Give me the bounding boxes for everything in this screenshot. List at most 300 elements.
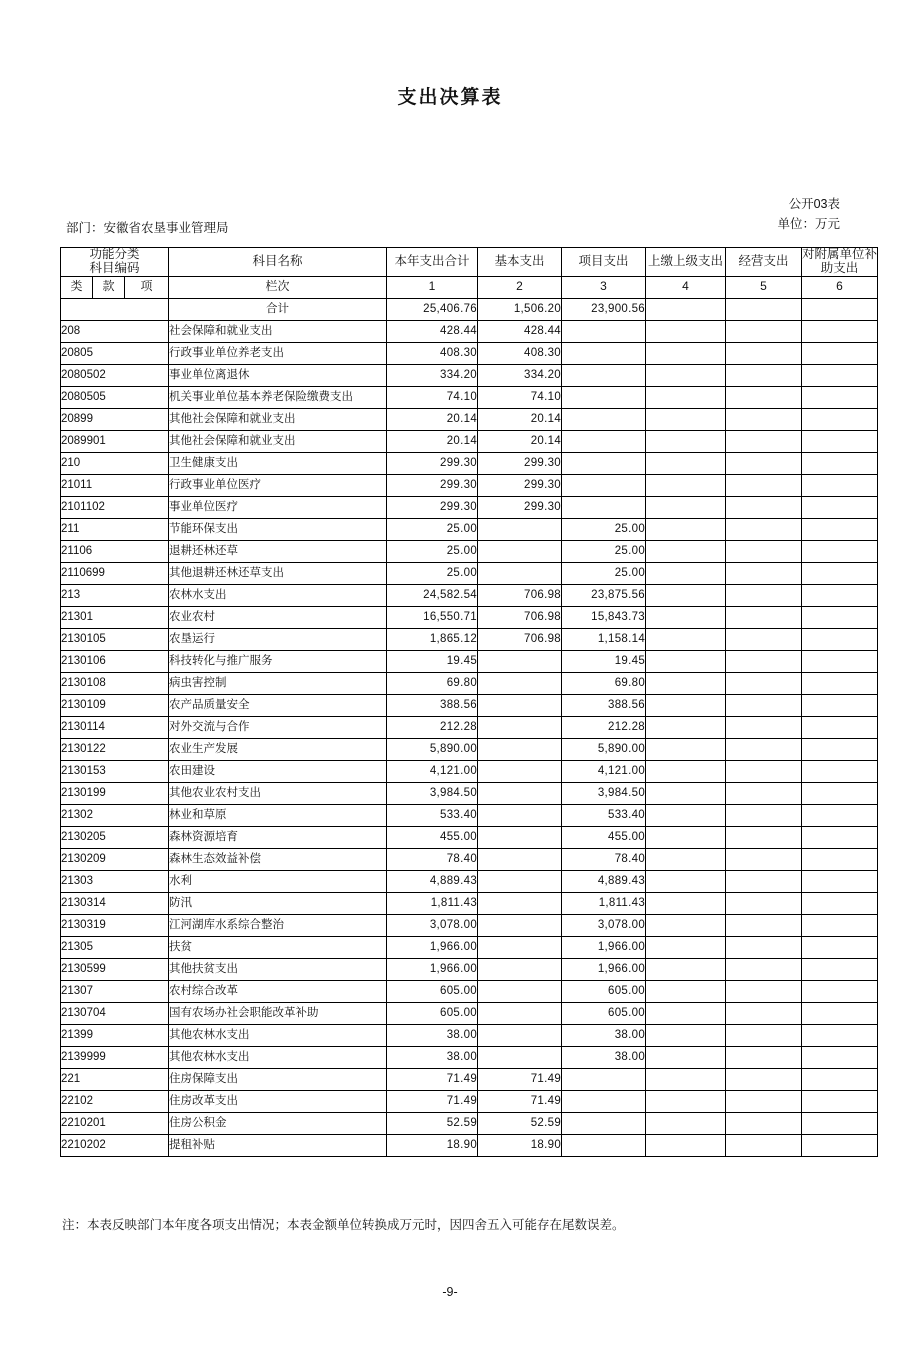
row-project: 15,843.73 <box>562 606 646 628</box>
total-row-project: 23,900.56 <box>562 298 646 320</box>
header-total: 本年支出合计 <box>387 248 478 277</box>
row-total: 388.56 <box>387 694 478 716</box>
table-header-row <box>61 248 878 277</box>
row-basic: 334.20 <box>478 364 562 386</box>
header-code-line1: 功能分类 <box>89 247 140 261</box>
row-total: 25.00 <box>387 562 478 584</box>
row-code: 2130205 <box>61 826 169 848</box>
row-basic <box>478 672 562 694</box>
row-subject-name: 行政事业单位养老支出 <box>169 342 387 364</box>
row-basic <box>478 892 562 914</box>
row-project: 25.00 <box>562 518 646 540</box>
row-subject-name: 江河湖库水系综合整治 <box>169 914 387 936</box>
row-code: 22102 <box>61 1090 169 1112</box>
row-subject-name: 森林生态效益补偿 <box>169 848 387 870</box>
row-subsidy <box>802 364 878 386</box>
row-basic <box>478 936 562 958</box>
row-total: 52.59 <box>387 1112 478 1134</box>
row-subsidy <box>802 892 878 914</box>
subheader-n1: 1 <box>387 276 478 298</box>
row-upper <box>646 430 726 452</box>
header-code-line2: 科目编码 <box>89 260 140 275</box>
row-subsidy <box>802 628 878 650</box>
row-project: 5,890.00 <box>562 738 646 760</box>
row-subsidy <box>802 496 878 518</box>
row-total: 299.30 <box>387 452 478 474</box>
row-project: 19.45 <box>562 650 646 672</box>
row-upper <box>646 452 726 474</box>
row-basic <box>478 1002 562 1024</box>
total-row-upper <box>646 298 726 320</box>
table-note: 注：本表反映部门本年度各项支出情况；本表金额单位转换成万元时，因四舍五入可能存在尾数误差。 <box>62 1218 625 1232</box>
page-footer: -9- <box>442 1285 458 1299</box>
row-basic <box>478 870 562 892</box>
row-total: 4,121.00 <box>387 760 478 782</box>
row-project: 605.00 <box>562 980 646 1002</box>
row-subsidy <box>802 650 878 672</box>
table-row <box>61 1134 878 1156</box>
row-project <box>562 408 646 430</box>
row-subsidy <box>802 606 878 628</box>
table-row <box>61 936 878 958</box>
subheader-xiang: 项 <box>125 276 169 298</box>
row-business <box>726 716 802 738</box>
table-row <box>61 760 878 782</box>
row-total: 78.40 <box>387 848 478 870</box>
row-subject-name: 扶贫 <box>169 936 387 958</box>
total-row-basic: 1,506.20 <box>478 298 562 320</box>
subheader-n5: 5 <box>726 276 802 298</box>
row-basic: 71.49 <box>478 1090 562 1112</box>
row-upper <box>646 1112 726 1134</box>
row-upper <box>646 386 726 408</box>
row-code: 21307 <box>61 980 169 1002</box>
row-business <box>726 606 802 628</box>
row-subject-name: 事业单位离退休 <box>169 364 387 386</box>
row-subsidy <box>802 584 878 606</box>
department-label: 部门：安徽省农垦事业管理局 <box>66 221 229 235</box>
row-subsidy <box>802 386 878 408</box>
row-upper <box>646 848 726 870</box>
row-code: 20805 <box>61 342 169 364</box>
row-business <box>726 936 802 958</box>
row-upper <box>646 914 726 936</box>
row-business <box>726 1024 802 1046</box>
row-total: 299.30 <box>387 496 478 518</box>
row-upper <box>646 694 726 716</box>
row-subsidy <box>802 826 878 848</box>
row-upper <box>646 936 726 958</box>
row-upper <box>646 1134 726 1156</box>
row-project <box>562 1134 646 1156</box>
row-total: 1,966.00 <box>387 936 478 958</box>
row-subsidy <box>802 1090 878 1112</box>
row-upper <box>646 364 726 386</box>
row-business <box>726 980 802 1002</box>
row-total: 1,865.12 <box>387 628 478 650</box>
row-subject-name: 事业单位医疗 <box>169 496 387 518</box>
row-business <box>726 1046 802 1068</box>
row-total: 74.10 <box>387 386 478 408</box>
table-total-row <box>61 298 878 320</box>
row-subsidy <box>802 1046 878 1068</box>
row-project <box>562 364 646 386</box>
row-subject-name: 其他退耕还林还草支出 <box>169 562 387 584</box>
row-project: 455.00 <box>562 826 646 848</box>
row-subject-name: 农林水支出 <box>169 584 387 606</box>
row-subsidy <box>802 1134 878 1156</box>
row-basic <box>478 980 562 1002</box>
row-subject-name: 森林资源培育 <box>169 826 387 848</box>
row-upper <box>646 1024 726 1046</box>
row-basic: 52.59 <box>478 1112 562 1134</box>
row-subject-name: 林业和草原 <box>169 804 387 826</box>
expenditure-table <box>60 247 878 1157</box>
row-total: 4,889.43 <box>387 870 478 892</box>
subheader-lei: 类 <box>61 276 93 298</box>
row-upper <box>646 980 726 1002</box>
table-row <box>61 1002 878 1024</box>
row-subject-name: 提租补贴 <box>169 1134 387 1156</box>
row-code: 2130105 <box>61 628 169 650</box>
table-row <box>61 914 878 936</box>
header-project: 项目支出 <box>562 248 646 277</box>
row-business <box>726 496 802 518</box>
row-subject-name: 水利 <box>169 870 387 892</box>
row-project: 1,966.00 <box>562 958 646 980</box>
row-upper <box>646 958 726 980</box>
row-project: 4,889.43 <box>562 870 646 892</box>
row-subject-name: 退耕还林还草 <box>169 540 387 562</box>
row-subject-name: 农业农村 <box>169 606 387 628</box>
table-row <box>61 606 878 628</box>
row-subsidy <box>802 870 878 892</box>
row-upper <box>646 1068 726 1090</box>
row-subsidy <box>802 694 878 716</box>
row-code: 2101102 <box>61 496 169 518</box>
row-project <box>562 1112 646 1134</box>
header-subsidy-line2: 助支出 <box>820 260 859 275</box>
table-row <box>61 342 878 364</box>
table-row <box>61 738 878 760</box>
row-total: 19.45 <box>387 650 478 672</box>
subheader-n2: 2 <box>478 276 562 298</box>
row-total: 605.00 <box>387 1002 478 1024</box>
row-total: 1,811.43 <box>387 892 478 914</box>
row-project: 1,966.00 <box>562 936 646 958</box>
table-row <box>61 892 878 914</box>
row-basic: 20.14 <box>478 408 562 430</box>
header-code-col <box>61 248 169 277</box>
row-basic <box>478 1046 562 1068</box>
row-basic <box>478 738 562 760</box>
row-business <box>726 672 802 694</box>
row-subsidy <box>802 518 878 540</box>
row-subsidy <box>802 474 878 496</box>
row-subsidy <box>802 980 878 1002</box>
row-subsidy <box>802 540 878 562</box>
row-total: 71.49 <box>387 1090 478 1112</box>
row-code: 2130106 <box>61 650 169 672</box>
row-subject-name: 对外交流与合作 <box>169 716 387 738</box>
row-subject-name: 其他农业农村支出 <box>169 782 387 804</box>
row-business <box>726 364 802 386</box>
row-subsidy <box>802 782 878 804</box>
row-total: 212.28 <box>387 716 478 738</box>
row-code: 2130114 <box>61 716 169 738</box>
row-total: 20.14 <box>387 408 478 430</box>
row-business <box>726 452 802 474</box>
row-code: 221 <box>61 1068 169 1090</box>
row-basic: 408.30 <box>478 342 562 364</box>
row-basic <box>478 518 562 540</box>
row-basic <box>478 782 562 804</box>
row-business <box>726 760 802 782</box>
row-upper <box>646 1090 726 1112</box>
row-business <box>726 628 802 650</box>
row-total: 24,582.54 <box>387 584 478 606</box>
row-project: 388.56 <box>562 694 646 716</box>
row-subject-name: 机关事业单位基本养老保险缴费支出 <box>169 386 387 408</box>
row-subsidy <box>802 342 878 364</box>
row-basic <box>478 760 562 782</box>
row-subject-name: 科技转化与推广服务 <box>169 650 387 672</box>
table-row <box>61 452 878 474</box>
row-total: 5,890.00 <box>387 738 478 760</box>
table-row <box>61 1090 878 1112</box>
row-project: 25.00 <box>562 540 646 562</box>
row-basic: 74.10 <box>478 386 562 408</box>
row-subject-name: 其他农林水支出 <box>169 1024 387 1046</box>
row-subject-name: 农田建设 <box>169 760 387 782</box>
row-project: 605.00 <box>562 1002 646 1024</box>
row-basic: 299.30 <box>478 496 562 518</box>
row-project: 1,158.14 <box>562 628 646 650</box>
row-total: 3,984.50 <box>387 782 478 804</box>
row-code: 2080502 <box>61 364 169 386</box>
row-basic <box>478 540 562 562</box>
table-row <box>61 496 878 518</box>
row-code: 21011 <box>61 474 169 496</box>
table-row <box>61 716 878 738</box>
row-subsidy <box>802 1002 878 1024</box>
row-subsidy <box>802 320 878 342</box>
row-code: 2089901 <box>61 430 169 452</box>
row-code: 2130108 <box>61 672 169 694</box>
header-subject-name: 科目名称 <box>169 248 387 277</box>
row-project: 38.00 <box>562 1046 646 1068</box>
row-upper <box>646 474 726 496</box>
row-total: 299.30 <box>387 474 478 496</box>
row-business <box>726 870 802 892</box>
row-subsidy <box>802 848 878 870</box>
row-project: 3,984.50 <box>562 782 646 804</box>
row-business <box>726 342 802 364</box>
row-upper <box>646 1002 726 1024</box>
row-total: 533.40 <box>387 804 478 826</box>
row-total: 20.14 <box>387 430 478 452</box>
table-row <box>61 320 878 342</box>
subheader-kuan: 款 <box>93 276 125 298</box>
row-basic: 428.44 <box>478 320 562 342</box>
header-subsidy <box>802 248 878 277</box>
row-subsidy <box>802 760 878 782</box>
row-total: 408.30 <box>387 342 478 364</box>
table-row <box>61 672 878 694</box>
table-row <box>61 474 878 496</box>
table-row <box>61 804 878 826</box>
row-total: 38.00 <box>387 1024 478 1046</box>
row-total: 3,078.00 <box>387 914 478 936</box>
row-subsidy <box>802 958 878 980</box>
row-subject-name: 节能环保支出 <box>169 518 387 540</box>
row-total: 334.20 <box>387 364 478 386</box>
header-business: 经营支出 <box>726 248 802 277</box>
row-subsidy <box>802 914 878 936</box>
row-business <box>726 826 802 848</box>
row-upper <box>646 738 726 760</box>
table-row <box>61 870 878 892</box>
row-business <box>726 650 802 672</box>
row-business <box>726 408 802 430</box>
row-project <box>562 1090 646 1112</box>
row-subject-name: 其他农林水支出 <box>169 1046 387 1068</box>
row-subject-name: 其他扶贫支出 <box>169 958 387 980</box>
row-business <box>726 386 802 408</box>
total-row-code <box>61 298 169 320</box>
row-basic: 706.98 <box>478 606 562 628</box>
document-page <box>0 82 900 1357</box>
row-basic <box>478 716 562 738</box>
table-row <box>61 562 878 584</box>
row-subsidy <box>802 408 878 430</box>
row-code: 21303 <box>61 870 169 892</box>
table-row <box>61 408 878 430</box>
row-code: 208 <box>61 320 169 342</box>
row-subject-name: 农村综合改革 <box>169 980 387 1002</box>
row-upper <box>646 826 726 848</box>
row-subject-name: 社会保障和就业支出 <box>169 320 387 342</box>
row-total: 428.44 <box>387 320 478 342</box>
subheader-n4: 4 <box>646 276 726 298</box>
row-total: 16,550.71 <box>387 606 478 628</box>
row-subsidy <box>802 672 878 694</box>
row-project <box>562 386 646 408</box>
row-subsidy <box>802 804 878 826</box>
row-business <box>726 738 802 760</box>
row-upper <box>646 892 726 914</box>
row-basic: 299.30 <box>478 474 562 496</box>
row-business <box>726 914 802 936</box>
row-upper <box>646 320 726 342</box>
row-upper <box>646 716 726 738</box>
row-business <box>726 958 802 980</box>
row-business <box>726 430 802 452</box>
row-subsidy <box>802 936 878 958</box>
row-basic <box>478 1024 562 1046</box>
total-row-business <box>726 298 802 320</box>
row-subject-name: 住房改革支出 <box>169 1090 387 1112</box>
row-upper <box>646 606 726 628</box>
row-code: 213 <box>61 584 169 606</box>
form-number: 公开03表 <box>788 197 840 211</box>
total-row-subsidy <box>802 298 878 320</box>
table-row <box>61 628 878 650</box>
row-code: 21399 <box>61 1024 169 1046</box>
row-total: 1,966.00 <box>387 958 478 980</box>
row-basic <box>478 650 562 672</box>
table-row <box>61 386 878 408</box>
row-business <box>726 1068 802 1090</box>
table-row <box>61 848 878 870</box>
row-business <box>726 804 802 826</box>
row-upper <box>646 628 726 650</box>
table-row <box>61 694 878 716</box>
row-basic <box>478 804 562 826</box>
row-code: 2130314 <box>61 892 169 914</box>
subheader-n3: 3 <box>562 276 646 298</box>
table-row <box>61 364 878 386</box>
row-upper <box>646 650 726 672</box>
table-row <box>61 430 878 452</box>
row-total: 605.00 <box>387 980 478 1002</box>
row-subject-name: 住房保障支出 <box>169 1068 387 1090</box>
row-basic <box>478 958 562 980</box>
row-business <box>726 474 802 496</box>
row-code: 2130209 <box>61 848 169 870</box>
row-business <box>726 782 802 804</box>
row-business <box>726 1134 802 1156</box>
row-business <box>726 540 802 562</box>
row-upper <box>646 1046 726 1068</box>
row-project <box>562 320 646 342</box>
row-upper <box>646 562 726 584</box>
row-basic <box>478 826 562 848</box>
row-business <box>726 848 802 870</box>
row-code: 210 <box>61 452 169 474</box>
row-upper <box>646 760 726 782</box>
row-total: 25.00 <box>387 540 478 562</box>
row-project <box>562 430 646 452</box>
row-code: 21302 <box>61 804 169 826</box>
subheader-n6: 6 <box>802 276 878 298</box>
subheader-rowlabel: 栏次 <box>169 276 387 298</box>
row-project <box>562 474 646 496</box>
header-upper: 上缴上级支出 <box>646 248 726 277</box>
row-total: 71.49 <box>387 1068 478 1090</box>
row-upper <box>646 342 726 364</box>
table-row <box>61 782 878 804</box>
page-title: 支出决算表 <box>397 87 503 108</box>
row-basic: 706.98 <box>478 584 562 606</box>
row-code: 21305 <box>61 936 169 958</box>
row-total: 69.80 <box>387 672 478 694</box>
table-row <box>61 540 878 562</box>
row-basic <box>478 694 562 716</box>
row-code: 2130109 <box>61 694 169 716</box>
row-subsidy <box>802 1024 878 1046</box>
row-upper <box>646 584 726 606</box>
row-project: 533.40 <box>562 804 646 826</box>
row-upper <box>646 870 726 892</box>
row-basic: 706.98 <box>478 628 562 650</box>
row-code: 2130319 <box>61 914 169 936</box>
unit-label: 单位：万元 <box>777 217 840 231</box>
table-row <box>61 1046 878 1068</box>
row-project: 69.80 <box>562 672 646 694</box>
row-subject-name: 国有农场办社会职能改革补助 <box>169 1002 387 1024</box>
row-subject-name: 其他社会保障和就业支出 <box>169 430 387 452</box>
